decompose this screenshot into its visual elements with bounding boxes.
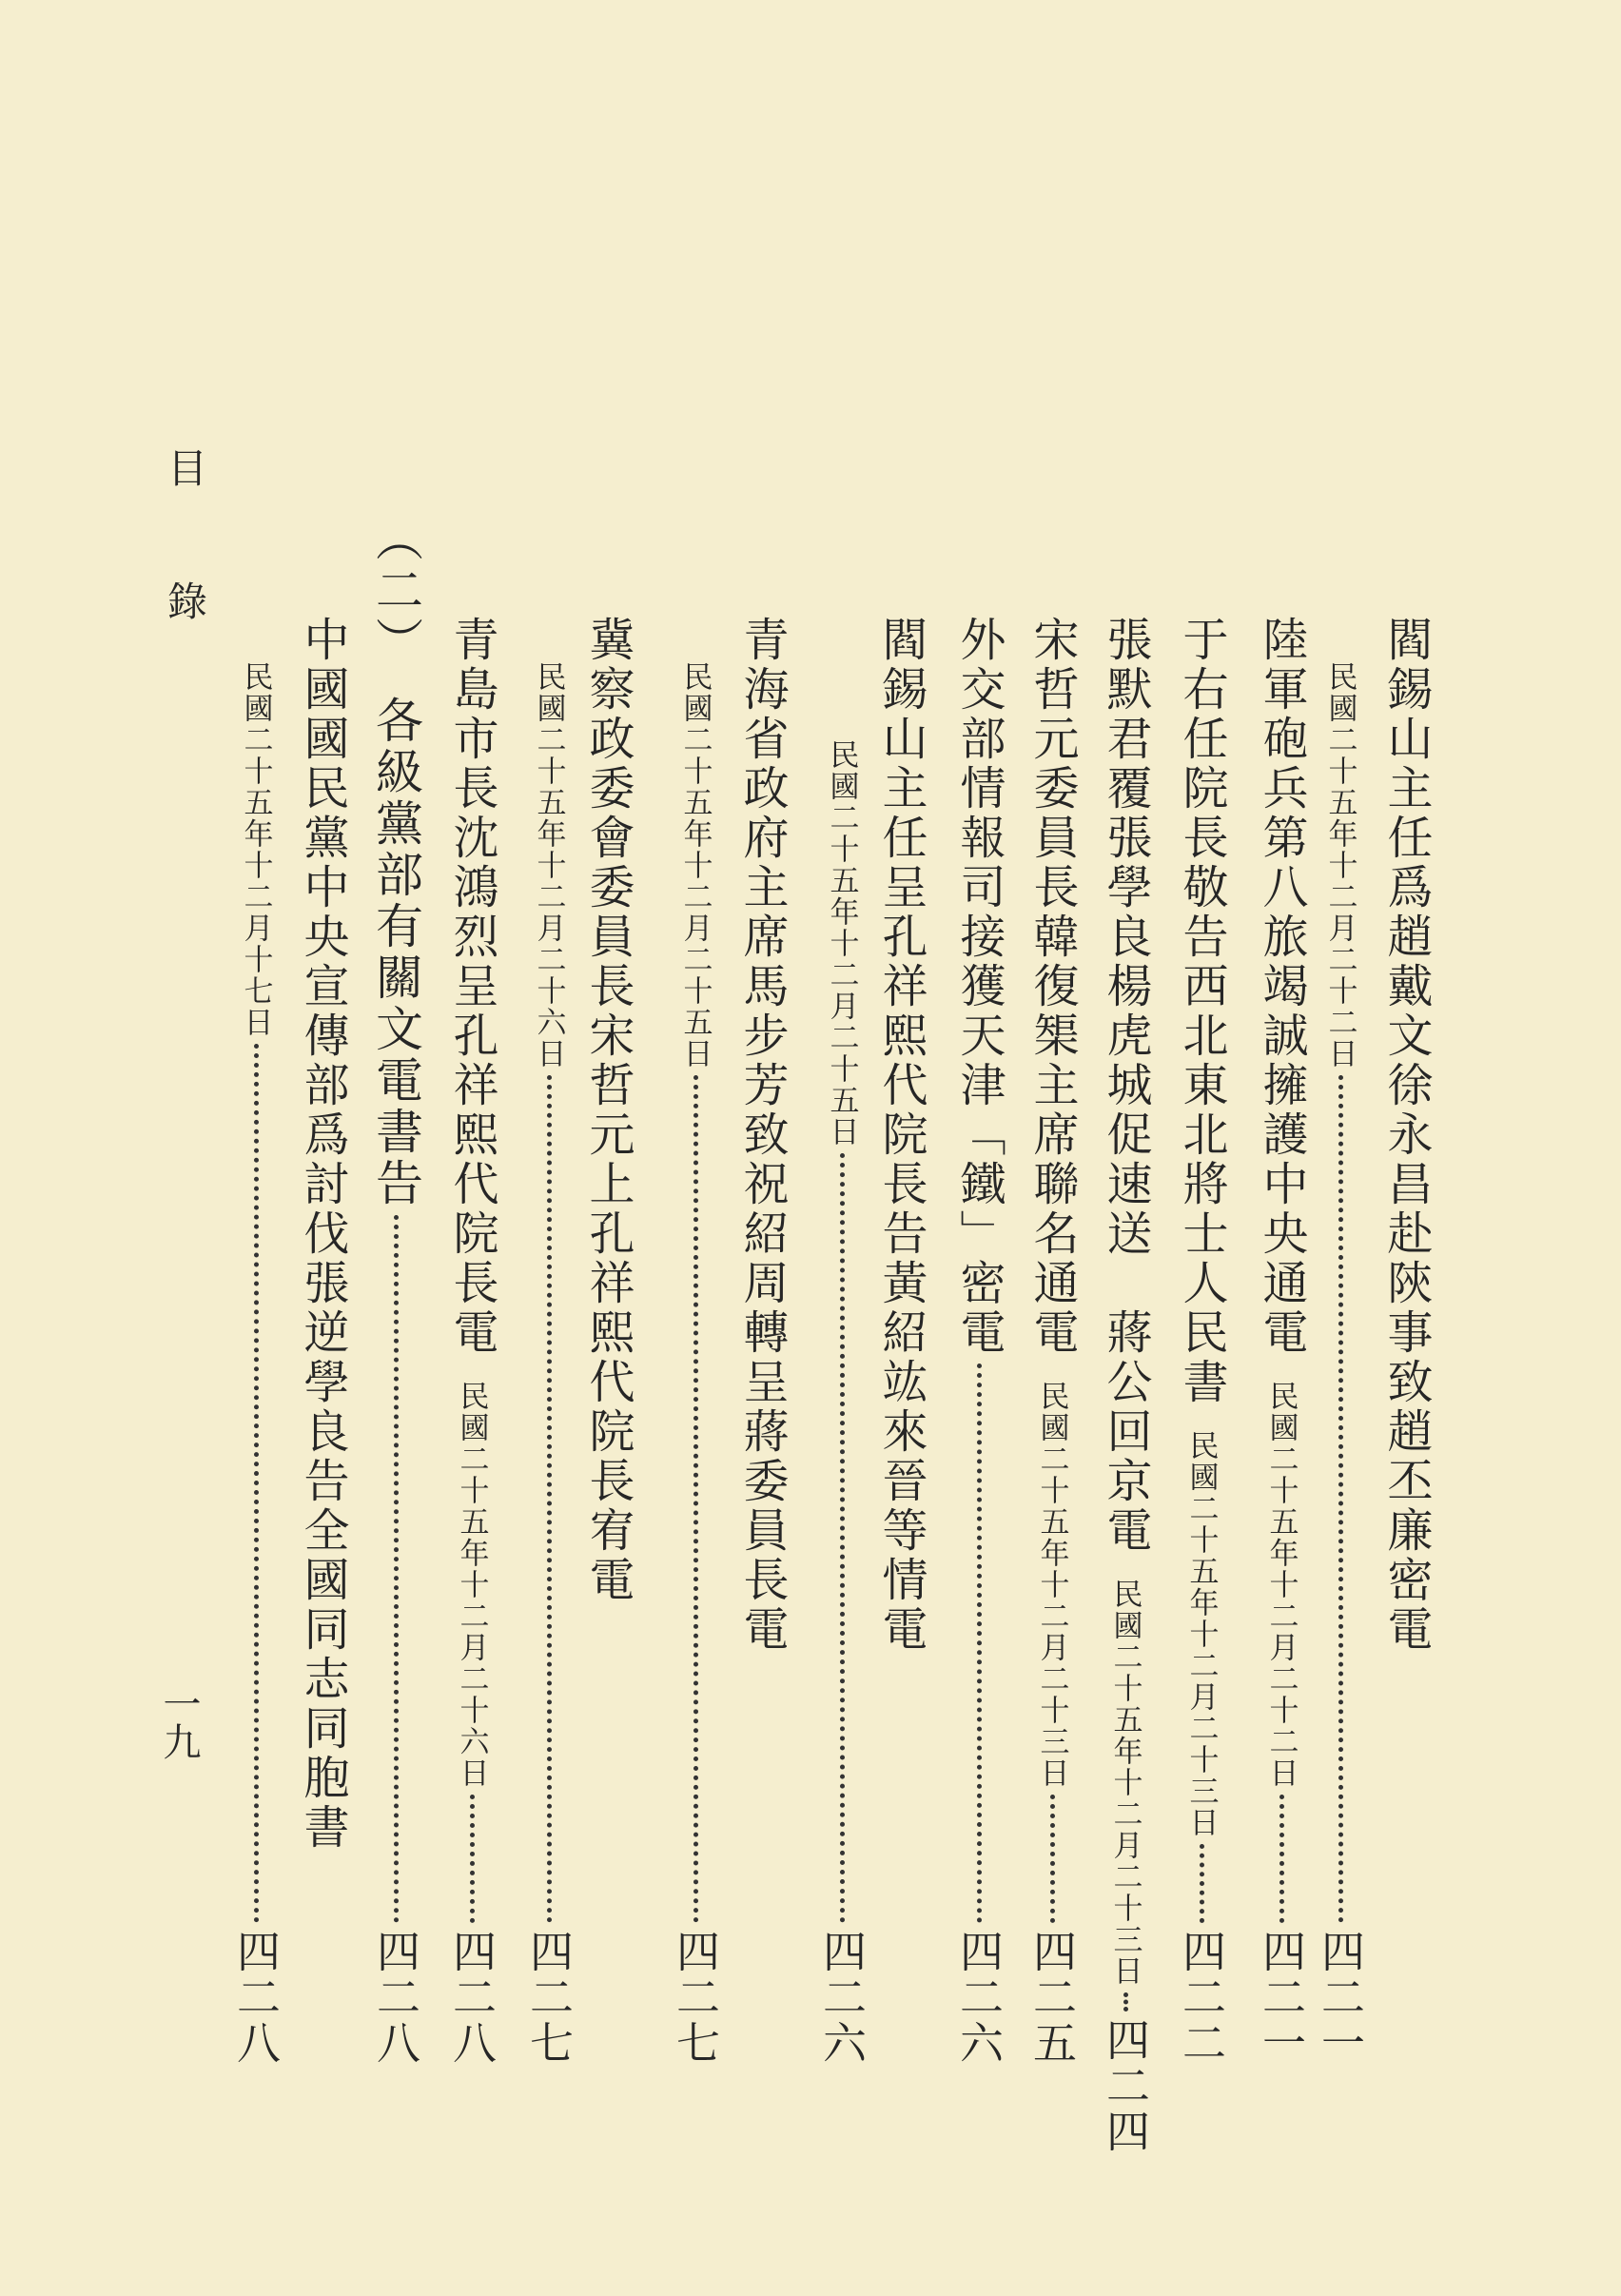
entry-page[interactable]: 四二四	[1100, 2017, 1151, 2154]
entry-page[interactable]: 四二八	[230, 1929, 282, 2066]
entry-date: 民國二十五年十二月二十二日	[1263, 1381, 1299, 1789]
dot-leader	[977, 1364, 982, 1923]
toc-entry-date-line	[225, 616, 286, 2066]
section-heading	[365, 514, 426, 2066]
toc-entry-title	[1376, 616, 1436, 2066]
toc-entry	[1171, 616, 1232, 2066]
entry-title[interactable]: 于右任院長敬告西北東北將士人民書	[1175, 616, 1228, 1407]
toc-entry-date-line	[518, 616, 579, 2066]
toc-entry	[948, 616, 1009, 2066]
entry-title[interactable]: 青島市長沈鴻烈呈孔祥熙代院長電	[445, 616, 498, 1358]
entry-date: 民國二十五年十二月二十五日	[677, 661, 713, 1070]
dot-leader	[394, 1215, 399, 1923]
entry-date: 民國二十五年十二月十七日	[238, 661, 273, 1038]
entry-date: 民國二十五年十二月二十六日	[454, 1381, 489, 1789]
entry-title[interactable]: 外交部情報司接獲天津「鐵」密電	[952, 616, 1006, 1358]
toc-entry-title	[732, 616, 792, 2066]
page-number: 一九	[157, 1684, 201, 1760]
toc-entry-date-line	[665, 616, 726, 2066]
entry-date: 民國二十五年十二月二十二日	[1322, 661, 1357, 1070]
dot-leader	[693, 1075, 698, 1923]
entry-page[interactable]: 四二八	[370, 1929, 421, 2066]
dot-leader	[1279, 1795, 1284, 1923]
toc-entry	[1095, 616, 1156, 2154]
dot-leader	[254, 1044, 259, 1923]
entry-page[interactable]: 四二七	[670, 1929, 721, 2066]
running-header-toc: 目	[162, 447, 208, 487]
toc-entry-date-line	[1310, 616, 1371, 2066]
entry-page[interactable]: 四二五	[1026, 1929, 1078, 2066]
toc-entry	[1022, 616, 1083, 2066]
entry-title: 閻錫山主任爲趙戴文徐永昌赴陝事致趙丕廉密電	[1379, 616, 1433, 1655]
toc-entry-date-line	[811, 616, 872, 2066]
toc-entry	[1251, 616, 1312, 2066]
entry-page[interactable]: 四二六	[953, 1929, 1005, 2066]
entry-page[interactable]: 四二一	[1256, 1929, 1307, 2066]
dot-leader	[1338, 1075, 1343, 1923]
entry-title[interactable]: 中國國民黨中央宣傳部爲討伐張逆學良告全國同志同胞書	[296, 616, 349, 1853]
entry-date: 民國二十五年十二月二十三日	[1107, 1579, 1143, 1987]
section-title[interactable]: （二） 各級黨部有關文電書告	[368, 514, 423, 1209]
entry-title[interactable]: 閻錫山主任呈孔祥熙代院長告黃紹竑來晉等情電	[874, 616, 928, 1655]
entry-page[interactable]: 四二八	[446, 1929, 498, 2066]
dot-leader	[547, 1075, 552, 1923]
toc-entry	[441, 616, 502, 2066]
entry-title[interactable]: 張默君覆張學良楊虎城促速送 蔣公回京電	[1099, 616, 1152, 1556]
dot-leader	[840, 1153, 845, 1923]
dot-leader	[1050, 1795, 1055, 1923]
toc-entry-title	[292, 616, 353, 2066]
toc-entry-title	[577, 616, 638, 2066]
dot-leader	[1123, 1992, 1128, 2011]
entry-date: 民國二十五年十二月二十六日	[531, 661, 566, 1070]
entry-title[interactable]: 冀察政委會委員長宋哲元上孔祥熙代院長宥電	[581, 616, 635, 1605]
entry-title[interactable]: 宋哲元委員長韓復榘主席聯名通電	[1025, 616, 1079, 1358]
entry-title[interactable]: 陸軍砲兵第八旅竭誠擁護中央通電	[1255, 616, 1308, 1358]
running-header-toc: 錄	[162, 580, 208, 620]
entry-page[interactable]: 四二二	[1176, 1929, 1227, 2066]
entry-page[interactable]: 四二六	[816, 1929, 868, 2066]
dot-leader	[470, 1795, 475, 1923]
entry-title[interactable]: 青海省政府主席馬步芳致祝紹周轉呈蔣委員長電	[735, 616, 789, 1655]
entry-date: 民國二十五年十二月二十三日	[1183, 1430, 1219, 1838]
entry-page[interactable]: 四二七	[523, 1929, 575, 2066]
entry-page[interactable]: 四二一	[1315, 1929, 1366, 2066]
entry-date: 民國二十五年十二月二十五日	[824, 739, 859, 1148]
dot-leader	[1200, 1844, 1204, 1923]
entry-date: 民國二十五年十二月二十三日	[1034, 1381, 1069, 1789]
toc-entry-title	[870, 616, 931, 2066]
